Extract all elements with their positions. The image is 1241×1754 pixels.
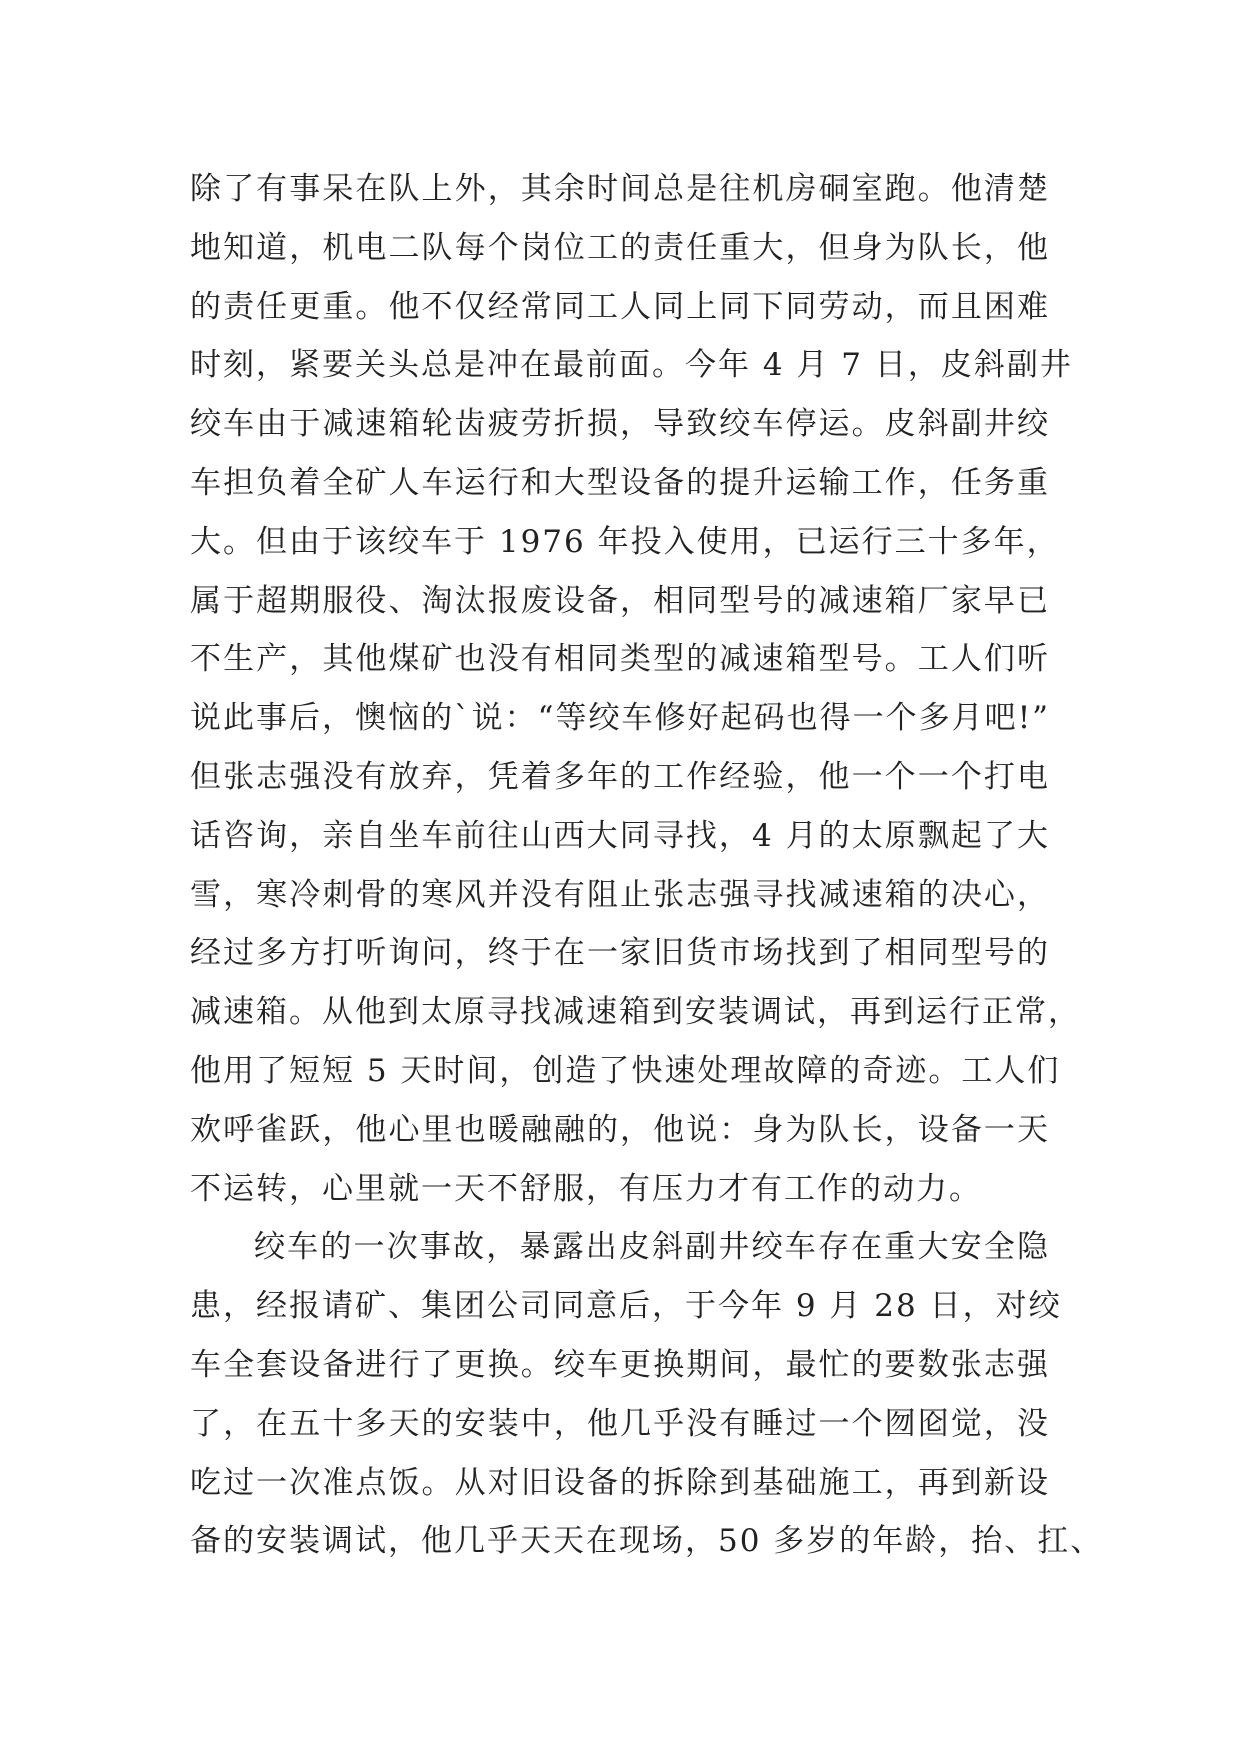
text-line: 备的安装调试，他几乎天天在现场，50 多岁的年龄，抬、扛、 xyxy=(190,1523,1104,1560)
text-line: 大。但由于该绞车于 1976 年投入使用，已运行三十多年， xyxy=(190,523,1060,560)
text-line: 地知道，机电二队每个岗位工的责任重大，但身为队长，他 xyxy=(190,229,1050,266)
text-line: 的责任更重。他不仅经常同工人同上同下同劳动，而且困难 xyxy=(190,288,1050,325)
text-line: 他用了短短 5 天时间，创造了快速处理故障的奇迹。工人们 xyxy=(190,1052,1061,1089)
text-line: 不生产，其他煤矿也没有相同类型的减速箱型号。工人们听 xyxy=(190,641,1050,678)
text-line: 不运转，心里就一天不舒服，有压力才有工作的动力。 xyxy=(190,1170,982,1207)
text-line: 话咨询，亲自坐车前往山西大同寻找，4 月的太原飘起了大 xyxy=(190,817,1050,854)
text-line: 经过多方打听询问，终于在一家旧货市场找到了相同型号的 xyxy=(190,935,1050,972)
text-line: 绞车的一次事故，暴露出皮斜副井绞车存在重大安全隐 xyxy=(254,1229,1050,1266)
text-line: 时刻，紧要关头总是冲在最前面。今年 4 月 7 日，皮斜副井 xyxy=(190,347,1073,384)
text-line: 车担负着全矿人车运行和大型设备的提升运输工作，任务重 xyxy=(190,464,1050,501)
text-line: 绞车由于减速箱轮齿疲劳折损，导致绞车停运。皮斜副井绞 xyxy=(190,406,1050,443)
text-line: 说此事后，懊恼的`说：“等绞车修好起码也得一个多月吧!” xyxy=(190,700,1050,737)
text-line: 患，经报请矿、集团公司同意后，于今年 9 月 28 日，对绞 xyxy=(190,1288,1062,1325)
text-line: 了，在五十多天的安装中，他几乎没有睡过一个囫囵觉，没 xyxy=(190,1405,1050,1442)
text-line: 但张志强没有放弃，凭着多年的工作经验，他一个一个打电 xyxy=(190,758,1050,795)
paragraph-1 xyxy=(190,160,1081,1218)
text-line: 吃过一次准点饭。从对旧设备的拆除到基础施工，再到新设 xyxy=(190,1464,1050,1501)
text-line: 除了有事呆在队上外，其余时间总是往机房硐室跑。他清楚 xyxy=(190,171,1050,207)
paragraph-2 xyxy=(190,1218,1104,1571)
text-line: 属于超期服役、淘汰报废设备，相同型号的减速箱厂家早已 xyxy=(190,582,1050,619)
text-line: 车全套设备进行了更换。绞车更换期间，最忙的要数张志强 xyxy=(190,1346,1050,1383)
text-line: 欢呼雀跃，他心里也暖融融的，他说：身为队长，设备一天 xyxy=(190,1111,1050,1148)
body-text xyxy=(190,160,1104,1571)
text-line: 减速箱。从他到太原寻找减速箱到安装调试，再到运行正常， xyxy=(190,994,1081,1031)
text-line: 雪，寒冷刺骨的寒风并没有阻止张志强寻找减速箱的决心， xyxy=(190,876,1050,913)
